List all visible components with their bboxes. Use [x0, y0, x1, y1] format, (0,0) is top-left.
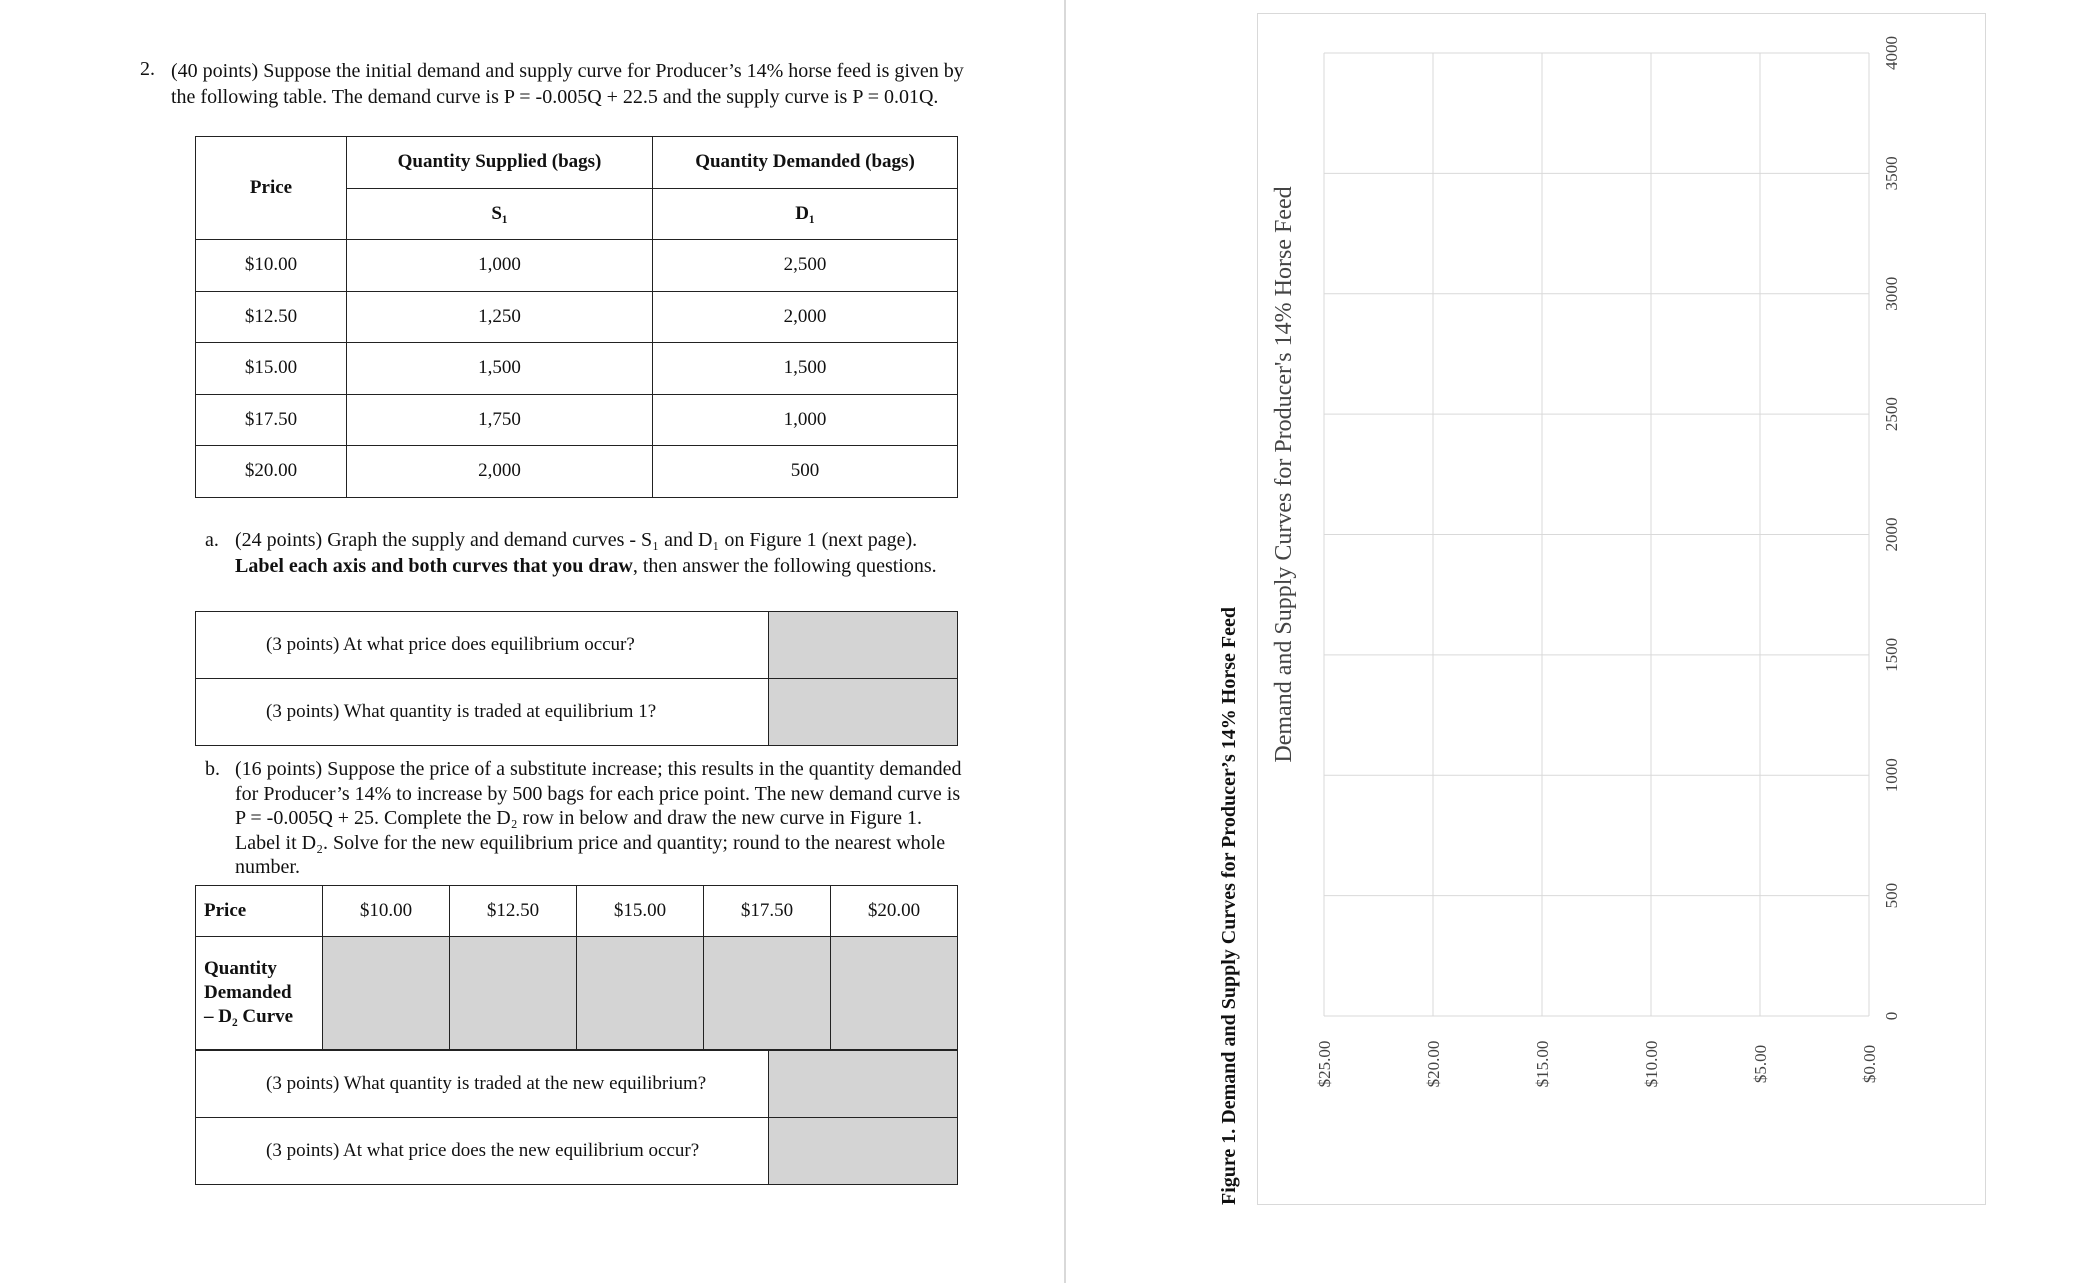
- qd-cell: 2,000: [653, 291, 958, 343]
- answer-box-equilibrium-price[interactable]: [769, 612, 958, 679]
- part-a-text-end: , then answer the following questions.: [632, 555, 937, 577]
- question-new-equilibrium-quantity: (3 points) What quantity is traded at the new equilibrium?: [196, 1051, 769, 1118]
- quantity-tick-label: 0: [1882, 1011, 1901, 1021]
- price-header: Price: [196, 137, 347, 240]
- table-row: [196, 394, 958, 446]
- price-tick-label: $10.00: [1642, 1040, 1661, 1088]
- quantity-tick-label: 1000: [1882, 758, 1901, 793]
- price-cell: $15.00: [196, 343, 347, 395]
- d2-price-cell: $10.00: [323, 886, 450, 937]
- part-b-answer-table: [195, 1050, 958, 1185]
- d2-quantity-label-line: – D₂ Curve: [204, 1006, 294, 1027]
- part-a-text: (24 points) Graph the supply and demand curves - S₁ and D₁ on Figure 1 (next page).: [235, 529, 918, 551]
- d2-price-label: Price: [196, 886, 323, 937]
- qd-cell: 1,000: [653, 394, 958, 446]
- d2-quantity-label-line: Quantity: [204, 958, 277, 979]
- chart-title: Demand and Supply Curves for Producer's 14% Horse Feed: [1271, 186, 1297, 763]
- d2-price-cell: $15.00: [577, 886, 704, 937]
- quantity-tick-label: 3000: [1882, 276, 1901, 311]
- quantity-tick-label: 2500: [1882, 397, 1901, 432]
- d2-answer-cell[interactable]: [323, 937, 450, 1050]
- table-row: [196, 291, 958, 343]
- question-number: 2.: [140, 58, 155, 80]
- quantity-tick-label: 1500: [1882, 637, 1901, 672]
- price-tick-label: $20.00: [1424, 1040, 1443, 1088]
- part-a-paragraph: [205, 527, 965, 579]
- qs-cell: 1,500: [347, 343, 653, 395]
- qd-cell: 500: [653, 446, 958, 498]
- qs-cell: 2,000: [347, 446, 653, 498]
- qd-subheader: D₁: [653, 188, 958, 240]
- price-cell: $10.00: [196, 240, 347, 292]
- part-b-label: b.: [205, 758, 220, 780]
- question-equilibrium-quantity: (3 points) What quantity is traded at equilibrium 1?: [196, 679, 769, 746]
- question-new-equilibrium-price: (3 points) At what price does the new equilibrium occur?: [196, 1118, 769, 1185]
- part-a-answer-table: [195, 611, 958, 746]
- price-tick-label: $5.00: [1751, 1044, 1770, 1084]
- part-a-bold-text: Label each axis and both curves that you draw: [235, 555, 633, 577]
- question-intro: (40 points) Suppose the initial demand and supply curve for Producer’s 14% horse feed is given by the following table. The demand curve is P = -0.005Q + 22.5 and the supply curve is P = 0.01Q.: [171, 60, 964, 108]
- qs-cell: 1,250: [347, 291, 653, 343]
- figure-caption: Figure 1. Demand and Supply Curves for Producer’s 14% Horse Feed: [1218, 607, 1240, 1205]
- price-cell: $12.50: [196, 291, 347, 343]
- d2-answer-cell[interactable]: [831, 937, 958, 1050]
- price-cell: $20.00: [196, 446, 347, 498]
- answer-box-new-price[interactable]: [769, 1118, 958, 1185]
- d2-table: [195, 885, 958, 1050]
- part-a-label: a.: [205, 529, 219, 551]
- price-cell: $17.50: [196, 394, 347, 446]
- qd-cell: 2,500: [653, 240, 958, 292]
- question-equilibrium-price: (3 points) At what price does equilibrium occur?: [196, 612, 769, 679]
- d2-answer-cell[interactable]: [704, 937, 831, 1050]
- part-b-text: (16 points) Suppose the price of a substitute increase; this results in the quantity demanded for Producer’s 14% to increase by 500 bags for each price point. The new demand curve is P = -0.005Q + 25. Complete the D₂ row in below and draw the new curve in Figure 1. Label it D₂. Solve for the new equilibrium price and quantity; round to the nearest whole number.: [235, 758, 962, 878]
- part-b-paragraph: [205, 757, 965, 880]
- price-tick-label: $15.00: [1533, 1040, 1552, 1088]
- quantity-tick-label: 500: [1882, 882, 1901, 909]
- qs-cell: 1,750: [347, 394, 653, 446]
- table-row: [196, 240, 958, 292]
- supply-demand-table: [195, 136, 958, 498]
- qs-subheader: S₁: [347, 188, 653, 240]
- qd-cell: 1,500: [653, 343, 958, 395]
- qs-cell: 1,000: [347, 240, 653, 292]
- table-row: [196, 343, 958, 395]
- quantity-tick-label: 3500: [1882, 156, 1901, 191]
- d2-price-cell: $17.50: [704, 886, 831, 937]
- d2-answer-cell[interactable]: [450, 937, 577, 1050]
- quantity-tick-label: 4000: [1882, 36, 1901, 70]
- d2-price-cell: $20.00: [831, 886, 958, 937]
- qs-header: Quantity Supplied (bags): [347, 137, 653, 189]
- qd-header: Quantity Demanded (bags): [653, 137, 958, 189]
- table-row: [196, 446, 958, 498]
- answer-box-equilibrium-quantity[interactable]: [769, 679, 958, 746]
- d2-price-cell: $12.50: [450, 886, 577, 937]
- quantity-tick-label: 2000: [1882, 517, 1901, 552]
- price-tick-label: $25.00: [1315, 1040, 1334, 1088]
- price-tick-label: $0.00: [1860, 1044, 1879, 1084]
- d2-quantity-label: [196, 937, 323, 1050]
- answer-box-new-quantity[interactable]: [769, 1051, 958, 1118]
- d2-quantity-label-line: Demanded: [204, 982, 292, 1003]
- demand-supply-chart[interactable]: [1257, 13, 1984, 1203]
- d2-answer-cell[interactable]: [577, 937, 704, 1050]
